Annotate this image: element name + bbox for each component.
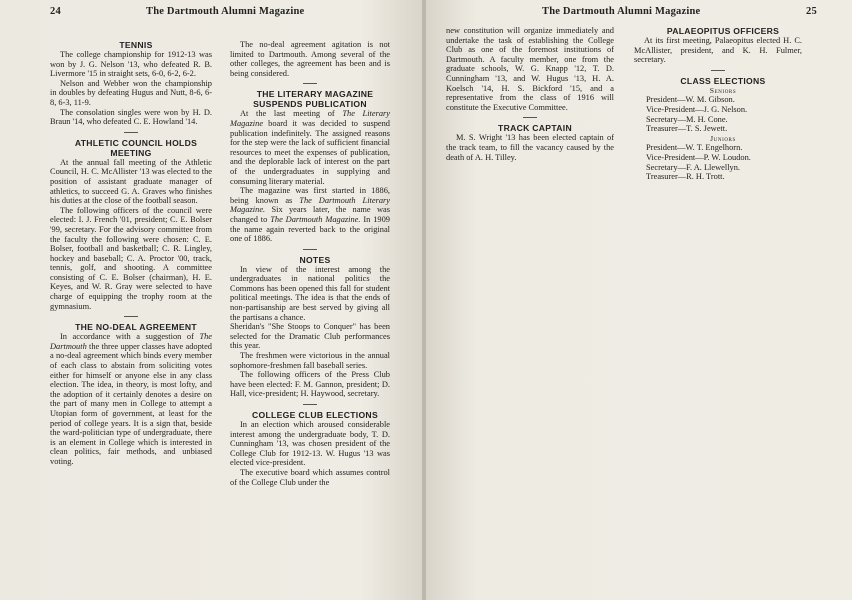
section-divider xyxy=(711,70,725,71)
notes-heading: NOTES xyxy=(299,254,331,265)
section-divider xyxy=(303,83,317,84)
seniors-subheading: Seniors xyxy=(709,85,737,95)
officer-line: President—W. T. Engelhorn. xyxy=(646,143,743,153)
section-divider xyxy=(303,249,317,250)
athletic-paragraph: The following officers of the council were elected: I. J. French '01, president; C. E. Bolser '99, secretary. For the advisory committee from the faculty the following were chosen: C. E. Bolser, football and basketball; C. R. Lingley, hockey and baseball; C. A. Proctor '00, track, tennis, golf, and shooting. A committee consisting of C. E. Bolser (chairman), H. E. Keyes, and W. R. Gray were selected to have charge of equipping the trophy room at the gymnasium. xyxy=(50,205,212,311)
section-divider xyxy=(124,316,138,317)
notes-paragraph: In view of the interest among the undergraduates in national politics the Commons has been opened this fall for student political meetings. The idea is that the ends of non-partisanship are best served by giving all the partisans a chance. xyxy=(230,264,390,322)
no-deal-paragraph: In accordance with a suggestion of The Dartmouth the three upper classes have adopted a no-deal agreement which binds every member of each class to abstain from soliciting votes either for himself or anyone else in any class election. The idea, in theory, is most lofty, and the adoption of it certainly denotes a desire on the part of many men in College to attempt a Utopian form of government, at least for the period of college years. It is a sign that, beside the ward-politician type of undergraduate, there is an element in College which is interested in clean politics, fair methods, and unbiased voting. xyxy=(50,332,212,466)
college-club-continued: new constitution will organize immediately and undertake the task of establishing the College Club as one of the foremost institutions of Dartmouth. A faculty member, one from the graduate schools, W. G. Knapp '12, T. D. Cunningham '13, and W. Hugus '13, H. A. Koelsch '14, H. S. Bickford '15, and a representative from the class of 1916 will constitute the Executive Committee. xyxy=(446,26,614,112)
literary-paragraph: At the last meeting of The Literary Magazine board it was decided to suspend publication indefinitely. The assigned reasons for the step were the lack of sufficient financial resources to meet the expenses of publication, and the deplorable lack of interest on the part of the undergraduates in supplying and consuming literary material. xyxy=(230,109,390,186)
right-page xyxy=(426,0,852,600)
left-page xyxy=(0,0,424,600)
college-club-paragraph: In an election which aroused considerable interest among the undergraduate body, T. D. Cunningham '13, was chosen president of the College Club for 1912-13. W. Hugus '13 was elected vice-president. xyxy=(230,420,390,468)
officer-line: Treasurer—T. S. Jewett. xyxy=(646,124,728,134)
officer-line: Vice-President—P. W. Loudon. xyxy=(646,152,751,162)
section-divider xyxy=(523,117,537,118)
college-club-heading: COLLEGE CLUB ELECTIONS xyxy=(252,410,378,420)
class-elections-heading: CLASS ELECTIONS xyxy=(680,75,766,86)
officer-line: Secretary—F. A. Llewellyn. xyxy=(646,162,740,172)
officer-line: Vice-President—J. G. Nelson. xyxy=(646,104,748,114)
left-column-2 xyxy=(230,40,390,487)
track-paragraph: M. S. Wright '13 has been elected captain of the track team, to fill the vacancy caused by the death of A. H. Tilley. xyxy=(446,133,614,162)
section-divider xyxy=(303,404,317,405)
no-deal-heading: THE NO-DEAL AGREEMENT xyxy=(75,322,197,333)
running-title-left: The Dartmouth Alumni Magazine xyxy=(146,6,305,17)
tennis-paragraph: Nelson and Webber won the championship in doubles by defeating Hugus and Nutt, 8-6, 6-8, 6-3, 11-9. xyxy=(50,78,212,107)
athletic-council-heading: ATHLETIC COUNCIL HOLDS MEETING xyxy=(74,137,198,158)
college-club-paragraph: The executive board which assumes control of the College Club under the xyxy=(230,467,390,487)
track-captain-heading: TRACK CAPTAIN xyxy=(498,123,572,134)
literary-magazine-heading: THE LITERARY MAGAZINE SUSPENDS PUBLICATION xyxy=(253,89,374,110)
left-column-1 xyxy=(50,40,212,467)
palaeopitus-heading: PALAEOPITUS OFFICERS xyxy=(666,26,780,36)
tennis-paragraph: The college championship for 1912-13 was won by J. G. Nelson '13, who defeated R. B. Livermore '15 in straight sets, 6-0, 6-2, 6-2. xyxy=(50,50,212,79)
juniors-subheading: Juniors xyxy=(710,133,736,143)
officer-line: Treasurer—R. H. Trott. xyxy=(646,172,725,182)
newspaper-title: The Dartmouth xyxy=(50,332,212,351)
tennis-paragraph: The consolation singles were won by H. D. Braun '14, who defeated C. E. Howland '14. xyxy=(50,107,212,127)
tennis-heading: TENNIS xyxy=(119,40,153,50)
notes-paragraph: The freshmen were victorious in the annual sophomore-freshmen fall baseball series. xyxy=(230,351,390,370)
page-number-right: 25 xyxy=(806,6,817,17)
officer-line: Secretary—M. H. Cone. xyxy=(646,114,728,124)
athletic-paragraph: At the annual fall meeting of the Athletic Council, H. C. McAllister '13 was elected to the position of assistant graduate manager of athletics, to succeed G. A. Graves who finishes his duties at the close of the football season. xyxy=(50,157,212,206)
page-number-left: 24 xyxy=(50,6,61,17)
right-column-1 xyxy=(446,26,614,162)
notes-paragraph: The following officers of the Press Club have been elected: F. M. Gannon, president; D. Hall, vice-president; H. Haywood, secretary. xyxy=(230,370,390,399)
officer-line: President—W. M. Gibson. xyxy=(646,95,735,105)
notes-paragraph: Sheridan's "She Stoops to Conquer" has been selected for the Dramatic Club performances this year. xyxy=(230,322,390,351)
right-column-2 xyxy=(634,26,802,182)
no-deal-paragraph: The no-deal agreement agitation is not limited to Dartmouth. Among several of the other colleges, the agreement has been and is being considered. xyxy=(230,40,390,78)
literary-paragraph: The magazine was first started in 1886, being known as The Dartmouth Literary Magazine. Six years later, the name was changed to The Dartmouth Magazine. In 1909 the name again reverted back to the original one of 1886. xyxy=(230,186,390,244)
palaeopitus-paragraph: At its first meeting, Palaeopitus elected H. C. McAllister, president, and K. H. Fulmer, secretary. xyxy=(634,36,802,65)
running-title-right: The Dartmouth Alumni Magazine xyxy=(542,6,701,17)
section-divider xyxy=(124,132,138,133)
